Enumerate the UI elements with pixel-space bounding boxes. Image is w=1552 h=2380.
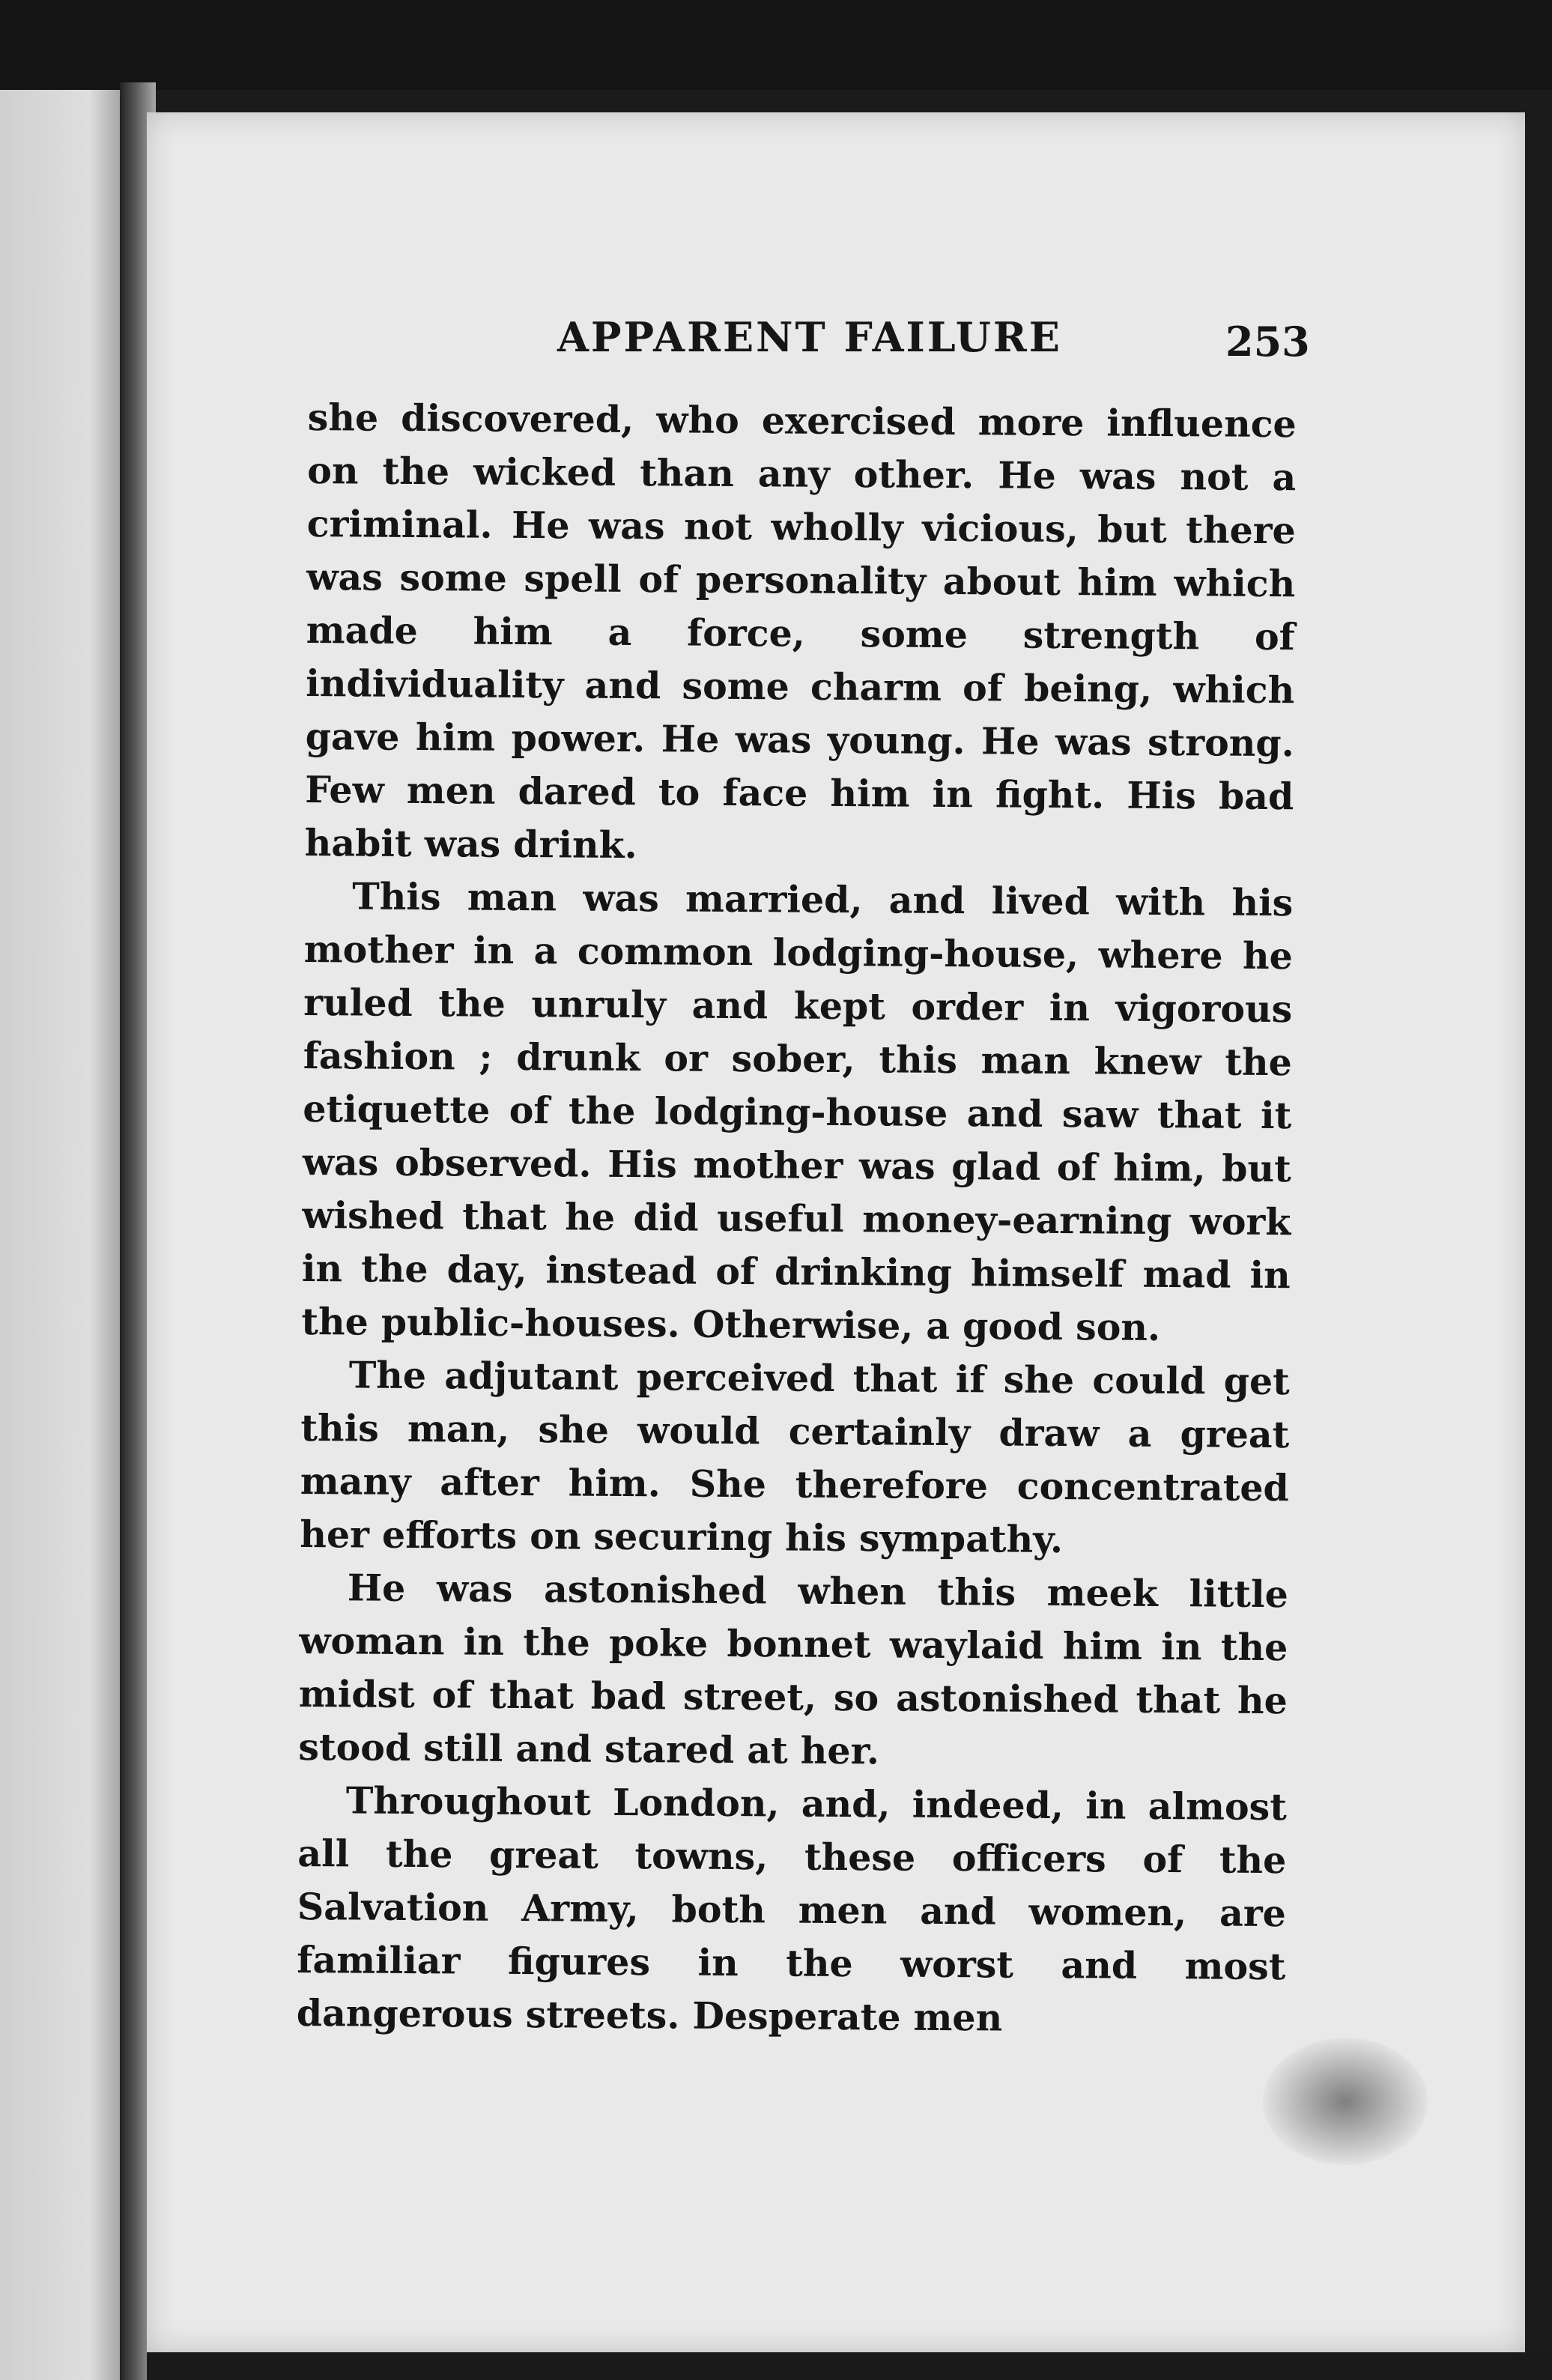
page-header	[147, 313, 1525, 381]
previous-page-edge	[0, 90, 127, 2380]
page-number: 253	[1225, 318, 1310, 366]
paragraph: The adjutant perceived that if she could get this man, she would certainly draw a great many after him. She therefore concentrated her efforts on securing his sympathy.	[300, 1353, 1291, 1562]
running-title: APPARENT FAILURE	[557, 313, 1062, 361]
book-page	[147, 112, 1525, 2352]
scan-background-top	[0, 0, 1552, 90]
paragraph: Throughout London, and, indeed, in almost all the great towns, these officers of the Salvation Army, both men and women, are familiar figures in the worst and most dangerous streets. Desperate men	[296, 1778, 1288, 2040]
paragraph: This man was married, and lived with his mother in a common lodging-house, where he ruled the unruly and kept order in vigorous fashion ; drunk or sober, this man knew the etiquette of the lodging-house and saw that it was observed. His mother was glad of him, but wished that he did useful money-earning work in the day, instead of drinking himself mad in the public-houses. Otherwise, a good son.	[301, 874, 1294, 1349]
scan-background-bottom	[147, 2352, 1552, 2380]
paragraph: He was astonished when this meek little woman in the poke bonnet waylaid him in the midst of that bad street, so astonished that he stood still and stared at her.	[298, 1566, 1289, 1773]
ink-smudge	[1263, 2038, 1428, 2165]
paragraph: she discovered, who exercised more influence on the wicked than any other. He was not a criminal. He was not wholly vicious, but there was some spell of personality about him which made him a force, some strength of individuality and some charm of being, which gave him power. He was young. He was strong. Few men dared to face him in fight. His bad habit was drink.	[304, 395, 1297, 867]
body-text	[297, 391, 1297, 2047]
